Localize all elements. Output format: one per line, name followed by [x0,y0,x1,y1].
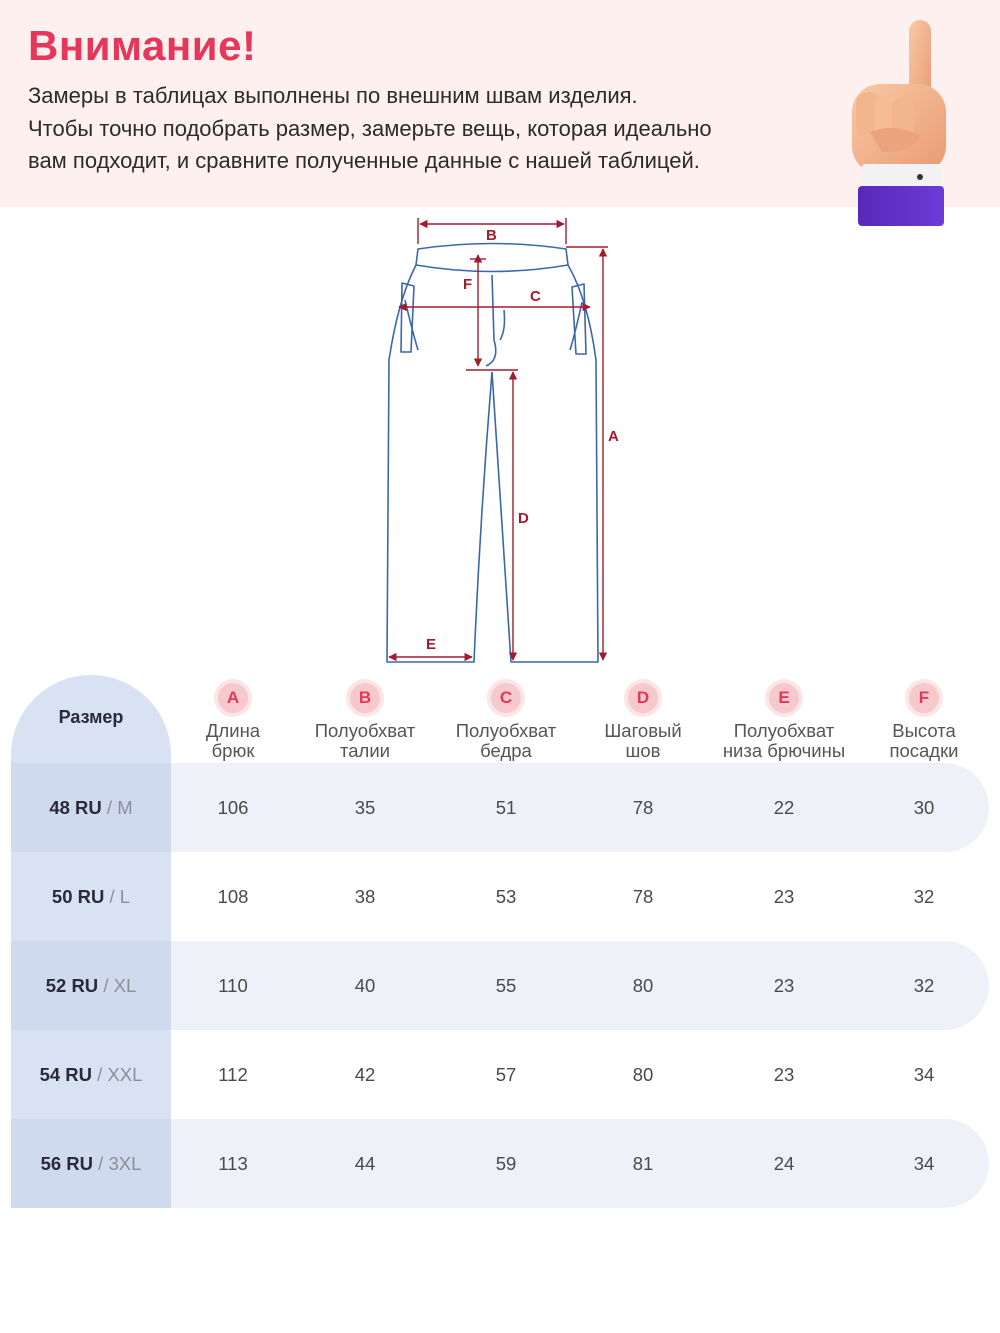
pointing-finger-icon [840,14,960,229]
banner-line: вам подходит, и сравните полученные данные с нашей таблицей. [28,148,700,173]
column-label: талии [339,740,391,761]
value-cell: 112 [218,1064,248,1085]
trousers-outline [387,244,598,663]
value-cell: 80 [632,975,654,996]
column-label: посадки [889,740,959,761]
value-cell: 38 [354,886,376,907]
table-row [11,941,989,1030]
column-label: бедра [480,740,532,761]
value-cell: 113 [218,1153,248,1174]
size-cell: 50 RU / L [51,886,131,907]
column-label: Шаговый [604,720,682,741]
column-header-f [849,683,999,761]
value-cell: 81 [632,1153,654,1174]
value-cell: 59 [495,1153,517,1174]
column-letter-badge: E [769,683,799,713]
value-cell: 106 [217,797,249,818]
value-cell: 57 [495,1064,517,1085]
value-cell: 40 [354,975,376,996]
column-label: Длина [205,720,261,741]
value-cell: 110 [218,975,248,996]
column-letter-badge: D [628,683,658,713]
size-cell: 52 RU / XL [45,975,137,996]
column-label: Полуобхват [455,720,557,741]
value-cell: 34 [913,1153,935,1174]
banner-text [28,80,808,178]
column-label: Полуобхват [733,720,835,741]
table-row [11,1119,989,1208]
value-cell: 78 [632,886,654,907]
label-e: E [426,636,437,653]
value-cell: 80 [632,1064,654,1085]
banner-title: Внимание! [28,22,257,69]
column-header-a [158,683,308,761]
column-letter-badge: C [491,683,521,713]
value-cell: 108 [217,886,249,907]
column-label: шов [625,740,661,761]
size-table [0,675,1000,1215]
size-cell: 56 RU / 3XL [40,1153,142,1174]
column-header-b [290,683,440,761]
value-cell: 32 [913,975,935,996]
table-row [11,1030,989,1119]
value-cell: 23 [773,886,795,907]
value-cell: 34 [913,1064,935,1085]
label-f: F [463,276,473,293]
size-cell: 54 RU / XXL [39,1064,143,1085]
column-label: Высота [892,720,956,741]
label-a: A [608,428,619,445]
value-cell: 35 [354,797,376,818]
value-cell: 78 [632,797,654,818]
value-cell: 24 [773,1153,795,1174]
measurement-lines [389,218,608,660]
value-cell: 42 [354,1064,376,1085]
table-row [11,852,989,941]
value-cell: 30 [913,797,935,818]
attention-banner [0,0,1000,207]
banner-line: Чтобы точно подобрать размер, замерьте вещь, которая идеально [28,115,712,141]
trousers-diagram [0,207,1000,677]
label-c: C [530,288,541,305]
size-cell: 48 RU / M [49,797,133,818]
value-cell: 32 [913,886,935,907]
value-cell: 55 [495,975,517,996]
column-label: брюк [211,740,255,761]
value-cell: 53 [495,886,517,907]
column-letter-badge: A [218,683,248,713]
column-letter-badge: B [350,683,380,713]
column-header-e [709,683,859,761]
column-letter-badge: F [909,683,939,713]
label-d: D [518,510,529,527]
column-label: низа брючины [722,740,846,761]
label-b: B [486,227,497,244]
value-cell: 23 [773,975,795,996]
column-label: Полуобхват [314,720,416,741]
table-row [11,763,989,852]
column-header-d [568,683,718,761]
value-cell: 22 [773,797,795,818]
size-column-header: Размер [58,707,124,727]
banner-line: Замеры в таблицах выполнены по внешним швам изделия. [28,83,638,108]
column-header-c [431,683,581,761]
value-cell: 44 [354,1153,376,1174]
value-cell: 51 [495,797,517,818]
value-cell: 23 [773,1064,795,1085]
